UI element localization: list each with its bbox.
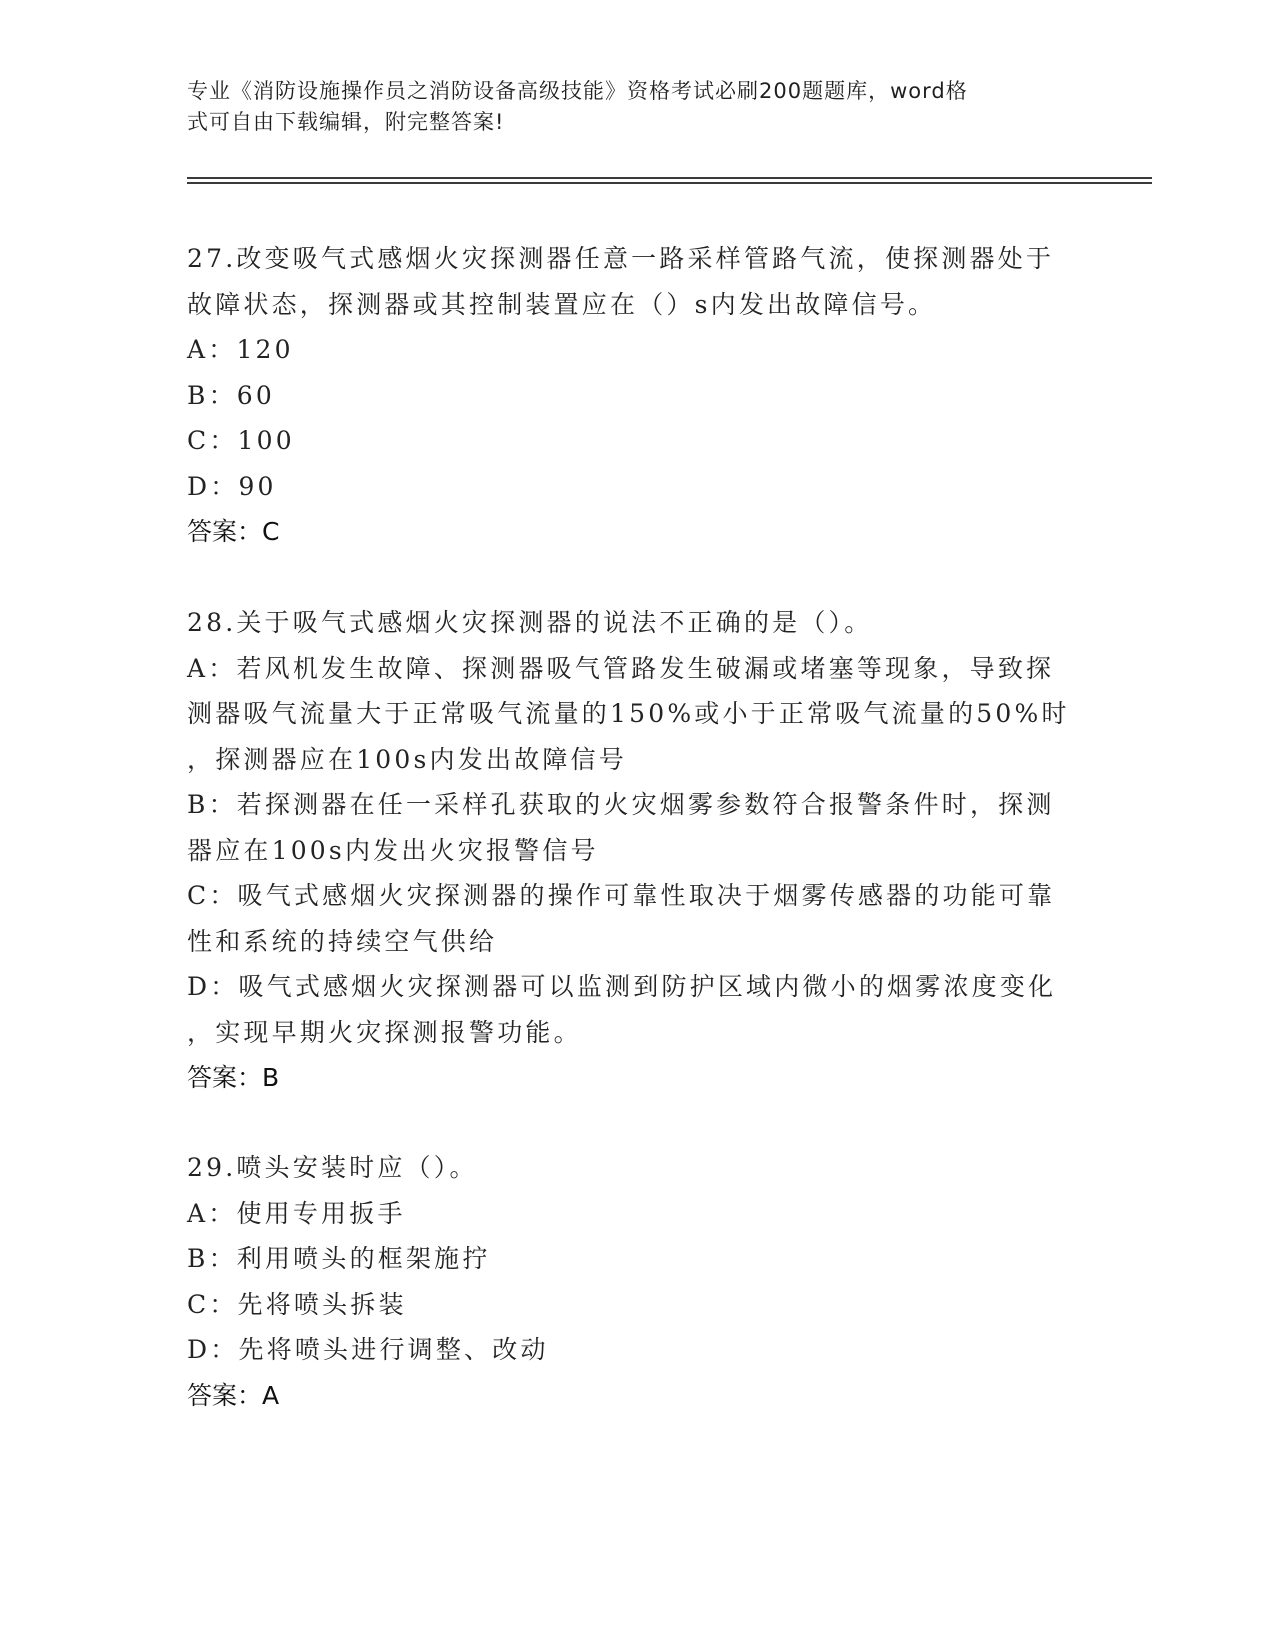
option-b-continued: 器应在100s内发出火灾报警信号 bbox=[187, 835, 599, 865]
question-stem-line: 29.喷头安装时应（）。 bbox=[187, 1153, 478, 1182]
question-28 bbox=[187, 600, 1077, 1101]
option-c: C：吸气式感烟火灾探测器的操作可靠性取决于烟雾传感器的功能可靠 bbox=[187, 881, 1056, 910]
question-stem-line: 28.关于吸气式感烟火灾探测器的说法不正确的是（）。 bbox=[187, 608, 873, 637]
option-c: C：100 bbox=[187, 426, 295, 455]
option-d: D：90 bbox=[187, 471, 277, 501]
document-header bbox=[187, 76, 1067, 138]
option-a: A：使用专用扳手 bbox=[187, 1198, 406, 1228]
option-b: B：利用喷头的框架施拧 bbox=[187, 1244, 491, 1273]
question-stem-line: 27.改变吸气式感烟火灾探测器任意一路采样管路气流，使探测器处于 bbox=[187, 244, 1055, 273]
header-line-2: 式可自由下载编辑，附完整答案! bbox=[187, 110, 505, 134]
option-d-continued: ，实现早期火灾探测报警功能。 bbox=[187, 1017, 582, 1047]
option-a-continued: ，探测器应在100s内发出故障信号 bbox=[187, 744, 627, 774]
question-27 bbox=[187, 236, 1077, 555]
answer-label: 答案：B bbox=[187, 1063, 280, 1092]
header-line-1: 专业《消防设施操作员之消防设备高级技能》资格考试必刷200题题库，word格 bbox=[187, 79, 968, 103]
option-d: D：先将喷头进行调整、改动 bbox=[187, 1335, 549, 1364]
option-b: B：60 bbox=[187, 380, 275, 410]
answer-label: 答案：C bbox=[187, 517, 280, 546]
question-stem-line: 故障状态，探测器或其控制装置应在（）s内发出故障信号。 bbox=[187, 289, 937, 319]
answer-label: 答案：A bbox=[187, 1380, 280, 1410]
header-divider-bottom bbox=[187, 182, 1152, 184]
option-c: C：先将喷头拆装 bbox=[187, 1289, 407, 1319]
header-divider-top bbox=[187, 177, 1152, 179]
option-a: A：120 bbox=[187, 335, 294, 364]
option-d: D：吸气式感烟火灾探测器可以监测到防护区域内微小的烟雾浓度变化 bbox=[187, 972, 1057, 1001]
option-a-continued: 测器吸气流量大于正常吸气流量的150%或小于正常吸气流量的50%时 bbox=[187, 699, 1070, 728]
option-b: B：若探测器在任一采样孔获取的火灾烟雾参数符合报警条件时，探测 bbox=[187, 790, 1055, 819]
option-a: A：若风机发生故障、探测器吸气管路发生破漏或堵塞等现象，导致探 bbox=[187, 653, 1055, 683]
option-c-continued: 性和系统的持续空气供给 bbox=[187, 926, 498, 956]
question-29 bbox=[187, 1145, 1077, 1418]
